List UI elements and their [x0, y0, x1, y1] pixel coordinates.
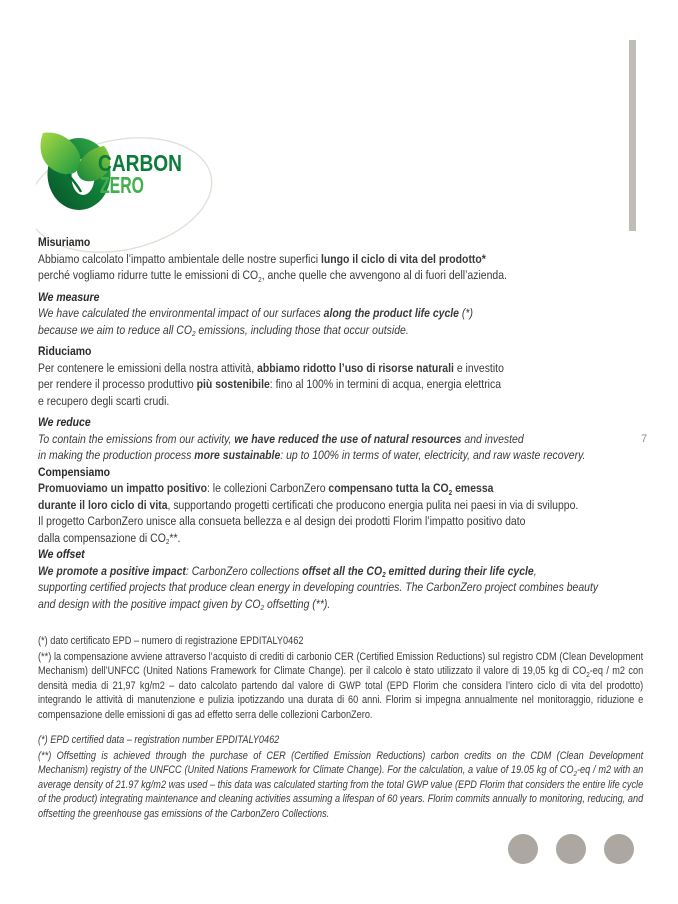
footnotes-english	[38, 733, 643, 822]
section-heading: Compensiamo	[38, 464, 111, 479]
footnotes-italian	[38, 634, 643, 723]
footnote-en-offset: (**) Offsetting is achieved through the purchase of CER (Certified Emission Reductions) carbon credits on the CDM (Clean Development Mechanism) registry of the UNFCC (United Nations Framework for Climate Change). For the calculation, a value of 19.05 kg of $CO_2-eq / m2$ with an average density of 21.97 kg/m2 was used – this data was calculated starting from the total GWP value (EPD Florim that considers the entire life cycle of the product) integrating maintenance and cleaning activities assuming a lifespan of 60 years. Florim commits annually to monitoring, reducing, and offsetting the greenhouse gas emissions of the CarbonZero Collections.	[38, 749, 644, 820]
section-we-offset	[38, 546, 667, 612]
section-body: To contain the emissions from our activity, we have reduced the use of natural resources and invested in making the production process more sustainable: up to 100% in terms of water, electricity, and raw waste recovery.	[38, 431, 586, 462]
section-heading: We offset	[38, 547, 85, 561]
page-number: 7	[640, 433, 648, 445]
section-we-reduce	[38, 414, 667, 464]
section-riduciamo	[38, 343, 667, 409]
pagination-dots	[508, 834, 634, 864]
pager-dot-1[interactable]	[508, 834, 538, 864]
section-misuriamo	[38, 234, 667, 284]
pager-dot-3[interactable]	[604, 834, 634, 864]
section-we-measure	[38, 289, 667, 339]
main-text-column	[38, 234, 667, 617]
logo-text-carbon: CARBON	[98, 150, 182, 176]
section-heading: We reduce	[38, 415, 91, 429]
footnote-it-offset: (**) la compensazione avviene attraverso l’acquisto di crediti di carbonio CER (Certified Emission Reductions) sul registro CDM (Clean Development Mechanism) dell’UNFCC (United Nations Framework for Climate Change). per il calcolo è stato utilizzato il valore di 19,05 kg di $CO_2-eq / m2$ con densità media di 21,97 kg/m2 – dato calcolato partendo dal valore di GWP total (EPD Florim che considera l’intero ciclo di vita del prodotto) integrando le attività di manutenzione e pulizia ipotizzando una durata di 60 anni. Florim si impegna annualmente nel monitoraggio, riduzione e compensazione delle emissioni di gas ad effetto serra delle collezioni CarbonZero.	[38, 650, 644, 721]
scrollbar-thumb[interactable]	[629, 40, 636, 231]
section-body: Promuoviamo un impatto positivo: le collezioni CarbonZero compensano tutta la $CO_2$ emessa durante il loro ciclo di vita, supportando progetti certificati che producono energia pulita nei paesi in via di sviluppo. Il progetto CarbonZero unisce alla consueta bellezza e al design dei prodotti Florim l’impatto positivo dato dalla compensazione di $CO_2**$.	[38, 481, 579, 546]
section-body: Per contenere le emissioni della nostra attività, abbiamo ridotto l’uso di risorse naturali e investito per rendere il processo produttivo più sostenibile: fino al 100% in termini di acqua, energia elettrica e recupero degli scarti crudi.	[38, 360, 504, 408]
section-compensiamo	[38, 464, 667, 547]
footnote-en-epd: (*) EPD certified data – registration number EPDITALY0462	[38, 734, 280, 746]
section-heading: We measure	[38, 289, 100, 304]
section-heading: Riduciamo	[38, 344, 92, 358]
footnote-it-epd: (*) dato certificato EPD – numero di registrazione EPDITALY0462	[38, 635, 304, 647]
section-body: Abbiamo calcolato l’impatto ambientale delle nostre superfici lungo il ciclo di vita del prodotto* perché vogliamo ridurre tutte le emissioni di $CO_2$, anche quelle che avvengono al di fuori dell’azienda.	[38, 251, 507, 284]
section-body: We promote a positive impact: CarbonZero collections offset all the $CO_2$ emitted during their life cycle, supporting certified projects that produce clean energy in developing countries. The CarbonZero project combines beauty and design with the positive impact given by $CO_2$ offsetting (**).	[38, 563, 599, 612]
section-heading: Misuriamo	[38, 235, 91, 249]
section-body: We have calculated the environmental impact of our surfaces along the product life cycle (*) because we aim to reduce all $CO_2$ emissions, including those that occur outside.	[38, 306, 473, 338]
logo-text-zero: ZERO	[100, 172, 144, 198]
pager-dot-2[interactable]	[556, 834, 586, 864]
